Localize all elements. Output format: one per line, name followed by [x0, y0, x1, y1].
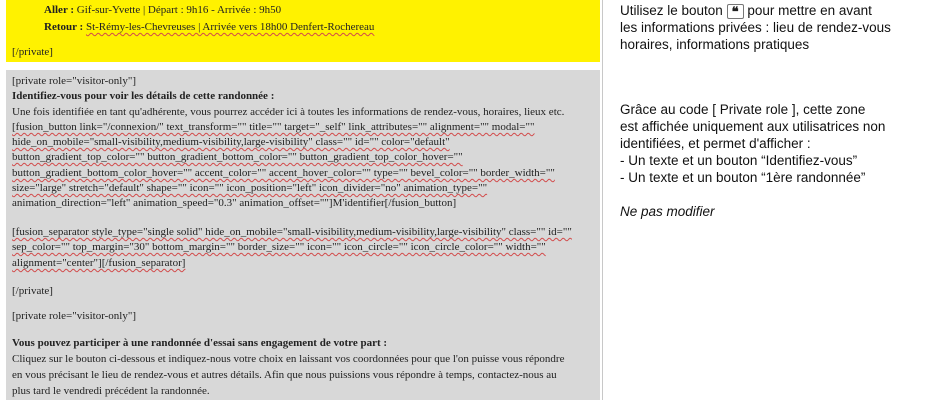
trial-hike-text-line: plus tard le vendredi précédent la randonnée. [12, 385, 210, 397]
fusion-button-code-line: animation_direction="left" animation_speed="0.3" animation_offset=""]M'identifier[/fusion_button] [12, 197, 457, 209]
fusion-button-code-line: hide_on_mobile="small-visibility,medium-visibility,large-visibility" class="" id="" color="default" [12, 136, 450, 148]
private-open-tag-1: [private role="visitor-only"] [12, 75, 137, 87]
retour-text: St-Rémy-les-Chevreuses | Arrivée vers 18h00 Denfert-Rochereau [85, 21, 375, 33]
identify-text-line: Une fois identifiée en tant qu'adhérente, vous pourrez accéder ici à toutes les informations de rendez-vous, horaires, lieux etc. [12, 106, 565, 118]
fusion-button-code-line: button_gradient_top_color="" button_gradient_bottom_color="" button_gradient_top_color_hover="" [12, 151, 463, 163]
highlighted-info-block [6, 0, 600, 62]
fusion-button-code-line: size="large" stretch="default" shape="" icon="" icon_position="left" icon_divider="no" animation_type="" [12, 182, 488, 194]
trial-hike-text-line: en vous précisant le lieu de rendez-vous et autres détails. Afin que nous puissions vous répondre à temps, contactez-nous au [12, 369, 557, 381]
quote-icon: ❝ [727, 4, 744, 19]
retour-label: Retour : [44, 21, 84, 33]
retour-line [44, 21, 374, 33]
private-visitor-block [6, 70, 600, 400]
instruction-note-quote: Utilisez le bouton ❝ pour mettre en avant les informations privées : lieu de rendez-vous horaires, informations pratiques [620, 3, 891, 52]
private-close-tag-2: [/private] [12, 285, 53, 297]
trial-hike-title: Vous pouvez participer à une randonnée d'essai sans engagement de votre part : [12, 337, 388, 349]
instruction-note-private-role: Grâce au code [ Private role ], cette zone est affichée uniquement aux utilisatrices non identifiées, et permet d'afficher : - Un texte et un bouton “Identifiez-vous” - Un texte et un bouton “1ère randonnée” [620, 102, 886, 185]
fusion-separator-code-line: [fusion_separator style_type="single solid" hide_on_mobile="small-visibility,medium-visibility,large-visibility" class="" id="" [12, 226, 572, 238]
fusion-separator-code-line: sep_color="" top_margin="30" bottom_margin="" border_size="" icon="" icon_circle="" icon_circle_color="" width="" [12, 241, 546, 253]
fusion-button-code-line: [fusion_button link="/connexion/" text_transform="" title="" target="_self" link_attributes="" alignment="" modal="" [12, 121, 535, 133]
private-open-tag-2: [private role="visitor-only"] [12, 310, 137, 322]
fusion-button-code-line: button_gradient_bottom_color_hover="" accent_color="" accent_hover_color="" type="" bevel_color="" border_width="" [12, 167, 555, 179]
trial-hike-text-line: Cliquez sur le bouton ci-dessous et indiquez-nous votre choix en laissant vos coordonnées pour que l'on puisse vous répondre [12, 353, 565, 365]
aller-line [44, 4, 281, 16]
identify-title: Identifiez-vous pour voir les détails de cette randonnée : [12, 90, 275, 102]
fusion-separator-code-line: alignment="center"][/fusion_separator] [12, 257, 186, 269]
private-close-tag: [/private] [12, 46, 53, 58]
aller-label: Aller : [44, 4, 75, 16]
aller-text: Gif-sur-Yvette | Départ : 9h16 - Arrivée : 9h50 [76, 4, 282, 16]
instruction-note-do-not-modify: Ne pas modifier [620, 204, 715, 219]
